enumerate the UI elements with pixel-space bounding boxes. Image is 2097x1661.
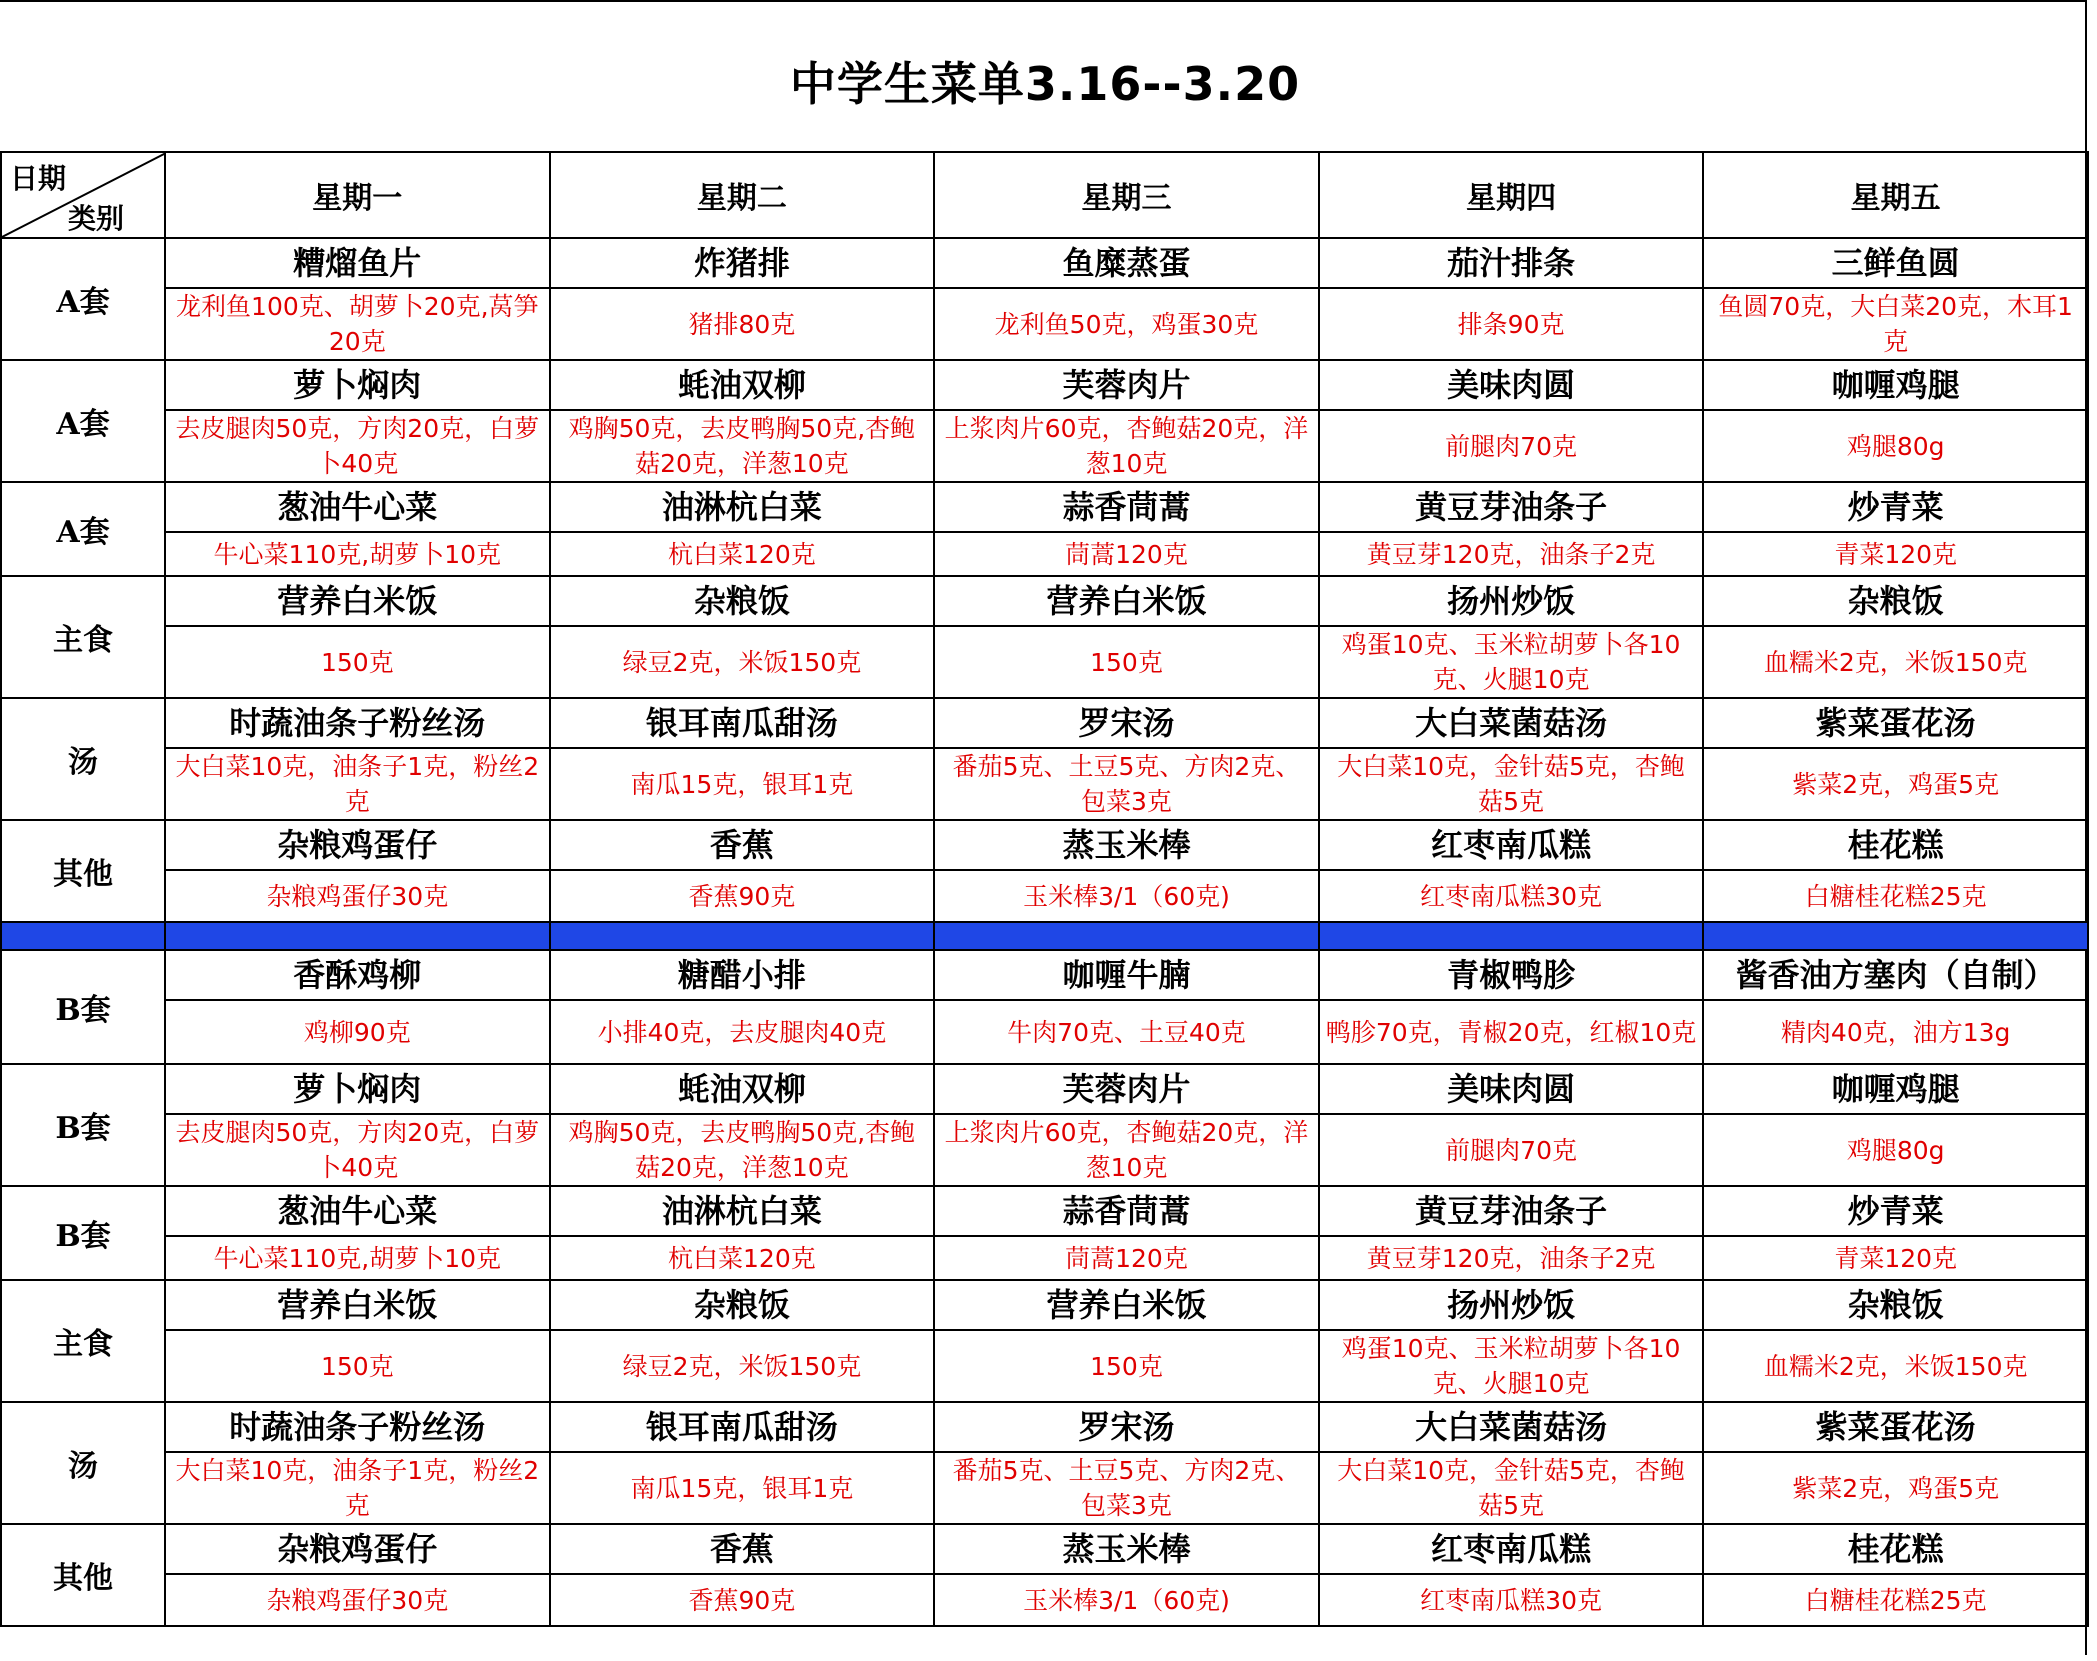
ingredient-row [1, 1000, 2088, 1064]
dish-name-cell: 蒜香茼蒿 [934, 1186, 1319, 1236]
ingredient-cell: 绿豆2克，米饭150克 [550, 1330, 935, 1402]
ingredient-cell: 杂粮鸡蛋仔30克 [165, 1574, 550, 1626]
dish-name-cell: 蚝油双柳 [550, 1064, 935, 1114]
ingredient-cell: 鸡蛋10克、玉米粒胡萝卜各10克、火腿10克 [1319, 626, 1704, 698]
ingredient-row [1, 870, 2088, 922]
dish-name-cell: 炒青菜 [1703, 482, 2088, 532]
dish-name-cell: 时蔬油条子粉丝汤 [165, 1402, 550, 1452]
corner-label-category: 类别 [68, 202, 125, 235]
dish-name-cell: 咖喱鸡腿 [1703, 360, 2088, 410]
ingredient-cell: 去皮腿肉50克，方肉20克，白萝卜40克 [165, 1114, 550, 1186]
dish-name-cell: 时蔬油条子粉丝汤 [165, 698, 550, 748]
separator-cell [1, 922, 165, 950]
separator-cell [550, 922, 935, 950]
dish-name-cell: 紫菜蛋花汤 [1703, 1402, 2088, 1452]
ingredient-cell: 南瓜15克，银耳1克 [550, 1452, 935, 1524]
dish-name-cell: 鱼糜蒸蛋 [934, 238, 1319, 288]
dish-name-cell: 香酥鸡柳 [165, 950, 550, 1000]
ingredient-cell: 上浆肉片60克，杏鲍菇20克，洋葱10克 [934, 410, 1319, 482]
day-header-thursday: 星期四 [1319, 152, 1704, 238]
ingredient-cell: 杭白菜120克 [550, 532, 935, 576]
dish-name-cell: 扬州炒饭 [1319, 1280, 1704, 1330]
ingredient-cell: 大白菜10克，油条子1克，粉丝2克 [165, 1452, 550, 1524]
category-cell: A套 [1, 238, 165, 360]
dish-name-cell: 罗宋汤 [934, 698, 1319, 748]
ingredient-cell: 白糖桂花糕25克 [1703, 1574, 2088, 1626]
ingredient-cell: 牛心菜110克,胡萝卜10克 [165, 532, 550, 576]
ingredient-row [1, 748, 2088, 820]
dish-name-cell: 炒青菜 [1703, 1186, 2088, 1236]
ingredient-row [1, 1114, 2088, 1186]
ingredient-cell: 玉米棒3/1（60克) [934, 870, 1319, 922]
corner-label-date: 日期 [10, 162, 67, 195]
dish-row [1, 820, 2088, 870]
ingredient-row [1, 1574, 2088, 1626]
ingredient-cell: 排条90克 [1319, 288, 1704, 360]
ingredient-cell: 红枣南瓜糕30克 [1319, 870, 1704, 922]
dish-name-cell: 蒸玉米棒 [934, 820, 1319, 870]
dish-name-cell: 大白菜菌菇汤 [1319, 698, 1704, 748]
ingredient-cell: 小排40克，去皮腿肉40克 [550, 1000, 935, 1064]
ingredient-row [1, 1452, 2088, 1524]
dish-name-cell: 杂粮饭 [1703, 1280, 2088, 1330]
category-cell: A套 [1, 482, 165, 576]
ingredient-cell: 紫菜2克，鸡蛋5克 [1703, 1452, 2088, 1524]
ingredient-cell: 鸡柳90克 [165, 1000, 550, 1064]
dish-row [1, 1524, 2088, 1574]
ingredient-row [1, 288, 2088, 360]
dish-name-cell: 营养白米饭 [165, 1280, 550, 1330]
dish-row [1, 360, 2088, 410]
ingredient-cell: 鸡腿80g [1703, 1114, 2088, 1186]
dish-name-cell: 香蕉 [550, 820, 935, 870]
ingredient-cell: 鸡腿80g [1703, 410, 2088, 482]
header-row [1, 152, 2088, 238]
ingredient-cell: 150克 [165, 1330, 550, 1402]
ingredient-cell: 150克 [934, 1330, 1319, 1402]
ingredient-row [1, 410, 2088, 482]
ingredient-cell: 茼蒿120克 [934, 532, 1319, 576]
dish-name-cell: 炸猪排 [550, 238, 935, 288]
ingredient-cell: 玉米棒3/1（60克) [934, 1574, 1319, 1626]
dish-name-cell: 杂粮饭 [1703, 576, 2088, 626]
dish-name-cell: 杂粮鸡蛋仔 [165, 820, 550, 870]
category-cell: 其他 [1, 820, 165, 922]
ingredient-cell: 青菜120克 [1703, 1236, 2088, 1280]
separator-cell [165, 922, 550, 950]
separator-cell [1703, 922, 2088, 950]
dish-name-cell: 紫菜蛋花汤 [1703, 698, 2088, 748]
ingredient-row [1, 1330, 2088, 1402]
dish-row [1, 238, 2088, 288]
dish-name-cell: 杂粮饭 [550, 1280, 935, 1330]
dish-name-cell: 桂花糕 [1703, 820, 2088, 870]
ingredient-cell: 上浆肉片60克，杏鲍菇20克，洋葱10克 [934, 1114, 1319, 1186]
ingredient-cell: 绿豆2克，米饭150克 [550, 626, 935, 698]
dish-name-cell: 葱油牛心菜 [165, 1186, 550, 1236]
ingredient-cell: 番茄5克、土豆5克、方肉2克、包菜3克 [934, 748, 1319, 820]
ingredient-row [1, 532, 2088, 576]
day-header-friday: 星期五 [1703, 152, 2088, 238]
dish-row [1, 1186, 2088, 1236]
dish-row [1, 1280, 2088, 1330]
category-cell: 主食 [1, 1280, 165, 1402]
separator-cell [1319, 922, 1704, 950]
dish-name-cell: 红枣南瓜糕 [1319, 820, 1704, 870]
ingredient-cell: 去皮腿肉50克，方肉20克，白萝卜40克 [165, 410, 550, 482]
dish-name-cell: 杂粮饭 [550, 576, 935, 626]
dish-name-cell: 葱油牛心菜 [165, 482, 550, 532]
ingredient-cell: 大白菜10克，金针菇5克，杏鲍菇5克 [1319, 1452, 1704, 1524]
dish-name-cell: 萝卜焖肉 [165, 360, 550, 410]
dish-name-cell: 银耳南瓜甜汤 [550, 1402, 935, 1452]
ingredient-cell: 鸡胸50克，去皮鸭胸50克,杏鲍菇20克，洋葱10克 [550, 1114, 935, 1186]
day-header-tuesday: 星期二 [550, 152, 935, 238]
ingredient-cell: 龙利鱼100克、胡萝卜20克,莴笋20克 [165, 288, 550, 360]
dish-row [1, 1064, 2088, 1114]
category-cell: 汤 [1, 1402, 165, 1524]
ingredient-cell: 150克 [934, 626, 1319, 698]
dish-name-cell: 大白菜菌菇汤 [1319, 1402, 1704, 1452]
category-cell: 其他 [1, 1524, 165, 1626]
ingredient-cell: 白糖桂花糕25克 [1703, 870, 2088, 922]
dish-row [1, 576, 2088, 626]
ingredient-cell: 鱼圆70克，大白菜20克，木耳1克 [1703, 288, 2088, 360]
ingredient-cell: 牛心菜110克,胡萝卜10克 [165, 1236, 550, 1280]
ingredient-cell: 杭白菜120克 [550, 1236, 935, 1280]
dish-name-cell: 咖喱牛腩 [934, 950, 1319, 1000]
ingredient-cell: 红枣南瓜糕30克 [1319, 1574, 1704, 1626]
dish-name-cell: 桂花糕 [1703, 1524, 2088, 1574]
ingredient-cell: 青菜120克 [1703, 532, 2088, 576]
dish-name-cell: 美味肉圆 [1319, 1064, 1704, 1114]
ingredient-cell: 龙利鱼50克，鸡蛋30克 [934, 288, 1319, 360]
dish-row [1, 698, 2088, 748]
ingredient-cell: 大白菜10克，金针菇5克，杏鲍菇5克 [1319, 748, 1704, 820]
dish-name-cell: 香蕉 [550, 1524, 935, 1574]
category-cell: B套 [1, 1186, 165, 1280]
dish-name-cell: 酱香油方塞肉（自制） [1703, 950, 2088, 1000]
ingredient-row [1, 1236, 2088, 1280]
day-header-monday: 星期一 [165, 152, 550, 238]
ingredient-cell: 黄豆芽120克，油条子2克 [1319, 1236, 1704, 1280]
ingredient-cell: 150克 [165, 626, 550, 698]
dish-row [1, 1402, 2088, 1452]
ingredient-cell: 牛肉70克、土豆40克 [934, 1000, 1319, 1064]
dish-name-cell: 黄豆芽油条子 [1319, 1186, 1704, 1236]
menu-table [0, 151, 2089, 1627]
dish-name-cell: 油淋杭白菜 [550, 1186, 935, 1236]
category-cell: 汤 [1, 698, 165, 820]
dish-name-cell: 营养白米饭 [934, 1280, 1319, 1330]
ingredient-row [1, 626, 2088, 698]
dish-name-cell: 糟熘鱼片 [165, 238, 550, 288]
ingredient-cell: 前腿肉70克 [1319, 410, 1704, 482]
ingredient-cell: 前腿肉70克 [1319, 1114, 1704, 1186]
ingredient-cell: 紫菜2克，鸡蛋5克 [1703, 748, 2088, 820]
dish-name-cell: 青椒鸭胗 [1319, 950, 1704, 1000]
ingredient-cell: 鸡蛋10克、玉米粒胡萝卜各10克、火腿10克 [1319, 1330, 1704, 1402]
category-cell: B套 [1, 950, 165, 1064]
separator-cell [934, 922, 1319, 950]
dish-row [1, 482, 2088, 532]
dish-name-cell: 三鲜鱼圆 [1703, 238, 2088, 288]
day-header-wednesday: 星期三 [934, 152, 1319, 238]
dish-name-cell: 芙蓉肉片 [934, 1064, 1319, 1114]
dish-name-cell: 糖醋小排 [550, 950, 935, 1000]
ingredient-cell: 南瓜15克，银耳1克 [550, 748, 935, 820]
category-cell: 主食 [1, 576, 165, 698]
dish-name-cell: 红枣南瓜糕 [1319, 1524, 1704, 1574]
dish-name-cell: 咖喱鸡腿 [1703, 1064, 2088, 1114]
dish-name-cell: 杂粮鸡蛋仔 [165, 1524, 550, 1574]
ingredient-cell: 香蕉90克 [550, 1574, 935, 1626]
dish-name-cell: 扬州炒饭 [1319, 576, 1704, 626]
dish-name-cell: 芙蓉肉片 [934, 360, 1319, 410]
category-cell: B套 [1, 1064, 165, 1186]
ingredient-cell: 血糯米2克，米饭150克 [1703, 626, 2088, 698]
dish-name-cell: 茄汁排条 [1319, 238, 1704, 288]
category-cell: A套 [1, 360, 165, 482]
dish-name-cell: 罗宋汤 [934, 1402, 1319, 1452]
ingredient-cell: 香蕉90克 [550, 870, 935, 922]
ingredient-cell: 杂粮鸡蛋仔30克 [165, 870, 550, 922]
dish-name-cell: 美味肉圆 [1319, 360, 1704, 410]
ingredient-cell: 黄豆芽120克，油条子2克 [1319, 532, 1704, 576]
dish-name-cell: 萝卜焖肉 [165, 1064, 550, 1114]
page-title: 中学生菜单3.16--3.20 [789, 57, 1301, 111]
ingredient-cell: 番茄5克、土豆5克、方肉2克、包菜3克 [934, 1452, 1319, 1524]
corner-header-cell [1, 152, 165, 238]
ingredient-cell: 鸡胸50克，去皮鸭胸50克,杏鲍菇20克，洋葱10克 [550, 410, 935, 482]
ingredient-cell: 茼蒿120克 [934, 1236, 1319, 1280]
dish-name-cell: 蒜香茼蒿 [934, 482, 1319, 532]
dish-row [1, 950, 2088, 1000]
ingredient-cell: 鸭胗70克，青椒20克，红椒10克 [1319, 1000, 1704, 1064]
dish-name-cell: 营养白米饭 [934, 576, 1319, 626]
ingredient-cell: 大白菜10克，油条子1克，粉丝2克 [165, 748, 550, 820]
ingredient-cell: 猪排80克 [550, 288, 935, 360]
ingredient-cell: 精肉40克，油方13g [1703, 1000, 2088, 1064]
dish-name-cell: 黄豆芽油条子 [1319, 482, 1704, 532]
ingredient-cell: 血糯米2克，米饭150克 [1703, 1330, 2088, 1402]
dish-name-cell: 油淋杭白菜 [550, 482, 935, 532]
dish-name-cell: 营养白米饭 [165, 576, 550, 626]
section-separator [1, 922, 2088, 950]
dish-name-cell: 蚝油双柳 [550, 360, 935, 410]
dish-name-cell: 蒸玉米棒 [934, 1524, 1319, 1574]
dish-name-cell: 银耳南瓜甜汤 [550, 698, 935, 748]
